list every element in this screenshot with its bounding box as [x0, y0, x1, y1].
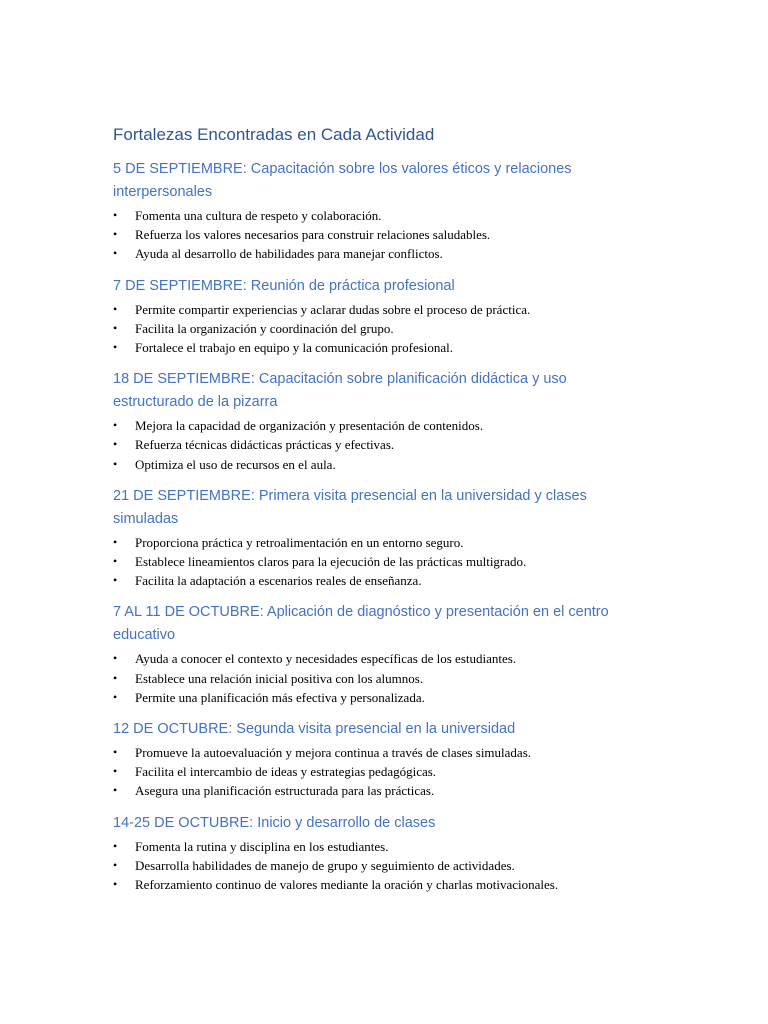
list-item	[113, 244, 728, 263]
bullet-list	[113, 533, 728, 591]
section-12-octubre	[113, 718, 728, 801]
bullet-icon: •	[113, 227, 118, 242]
section-heading: 14-25 DE OCTUBRE: Inicio y desarrollo de clases	[113, 814, 436, 831]
bullet-icon: •	[113, 651, 118, 666]
list-item-text: Facilita la organización y coordinación del grupo.	[135, 320, 394, 336]
list-item-text: Permite compartir experiencias y aclarar dudas sobre el proceso de práctica.	[135, 301, 531, 317]
bullet-icon: •	[113, 573, 118, 588]
list-item-text: Fortalece el trabajo en equipo y la comunicación profesional.	[135, 340, 454, 356]
bullet-icon: •	[113, 418, 118, 433]
list-item-text: Establece lineamientos claros para la ejecución de las prácticas multigrado.	[135, 554, 527, 570]
list-item	[113, 649, 728, 668]
bullet-list	[113, 300, 728, 358]
list-item	[113, 416, 728, 435]
list-item-text: Optimiza el uso de recursos en el aula.	[135, 456, 336, 472]
section-14-25-octubre	[113, 812, 728, 895]
list-item	[113, 875, 728, 894]
list-item	[113, 571, 728, 590]
list-item-text: Facilita la adaptación a escenarios reales de enseñanza.	[135, 573, 422, 589]
section-7-al-11-octubre	[113, 601, 728, 707]
list-item-text: Refuerza técnicas didácticas prácticas y efectivas.	[135, 437, 395, 453]
list-item-text: Asegura una planificación estructurada para las prácticas.	[135, 783, 435, 799]
list-item-text: Ayuda al desarrollo de habilidades para manejar conflictos.	[135, 246, 443, 262]
list-item	[113, 743, 728, 762]
list-item	[113, 533, 728, 552]
list-item-text: Promueve la autoevaluación y mejora continua a través de clases simuladas.	[135, 745, 531, 761]
bullet-icon: •	[113, 670, 118, 685]
bullet-icon: •	[113, 783, 118, 798]
list-item-text: Permite una planificación más efectiva y personalizada.	[135, 689, 425, 705]
list-item	[113, 837, 728, 856]
section-heading: 18 DE SEPTIEMBRE: Capacitación sobre planificación didáctica y uso estructurado de la pizarra	[113, 371, 567, 411]
bullet-icon: •	[113, 689, 118, 704]
section-21-septiembre	[113, 485, 728, 591]
section-7-septiembre	[113, 275, 728, 358]
bullet-list	[113, 649, 728, 707]
bullet-icon: •	[113, 301, 118, 316]
list-item-text: Mejora la capacidad de organización y presentación de contenidos.	[135, 418, 484, 434]
bullet-icon: •	[113, 208, 118, 222]
list-item-text: Desarrolla habilidades de manejo de grupo y seguimiento de actividades.	[135, 857, 515, 873]
bullet-list	[113, 416, 728, 474]
list-item	[113, 206, 728, 225]
list-item-text: Reforzamiento continuo de valores mediante la oración y charlas motivacionales.	[135, 877, 559, 893]
list-item-text: Establece una relación inicial positiva con los alumnos.	[135, 670, 424, 686]
section-heading: 7 AL 11 DE OCTUBRE: Aplicación de diagnóstico y presentación en el centro educativo	[113, 604, 609, 644]
section-heading: 7 DE SEPTIEMBRE: Reunión de práctica profesional	[113, 277, 455, 294]
list-item-text: Ayuda a conocer el contexto y necesidades específicas de los estudiantes.	[135, 651, 517, 667]
list-item-text: Facilita el intercambio de ideas y estrategias pedagógicas.	[135, 764, 437, 780]
page-title: Fortalezas Encontradas en Cada Actividad	[113, 125, 435, 144]
section-heading: 21 DE SEPTIEMBRE: Primera visita presencial en la universidad y clases simuladas	[113, 487, 587, 527]
list-item	[113, 762, 728, 781]
list-item	[113, 319, 728, 338]
list-item	[113, 856, 728, 875]
list-item	[113, 435, 728, 454]
list-item	[113, 781, 728, 800]
bullet-icon: •	[113, 857, 118, 872]
list-item	[113, 552, 728, 571]
bullet-list	[113, 837, 728, 895]
bullet-list	[113, 206, 728, 264]
bullet-icon: •	[113, 877, 118, 892]
bullet-icon: •	[113, 838, 118, 853]
section-18-septiembre	[113, 368, 728, 474]
section-heading: 12 DE OCTUBRE: Segunda visita presencial en la universidad	[113, 721, 516, 738]
bullet-icon: •	[113, 745, 118, 760]
list-item	[113, 338, 728, 357]
section-5-septiembre	[113, 158, 728, 264]
bullet-icon: •	[113, 320, 118, 335]
list-item	[113, 225, 728, 244]
bullet-icon: •	[113, 554, 118, 569]
bullet-list	[113, 743, 728, 801]
list-item-text: Refuerza los valores necesarios para construir relaciones saludables.	[135, 227, 491, 243]
list-item-text: Proporciona práctica y retroalimentación en un entorno seguro.	[135, 534, 464, 550]
bullet-icon: •	[113, 246, 118, 261]
bullet-icon: •	[113, 764, 118, 779]
bullet-icon: •	[113, 437, 118, 452]
list-item	[113, 688, 728, 707]
bullet-icon: •	[113, 456, 118, 471]
list-item	[113, 300, 728, 319]
bullet-icon: •	[113, 534, 118, 549]
bullet-icon: •	[113, 340, 118, 355]
section-heading: 5 DE SEPTIEMBRE: Capacitación sobre los valores éticos y relaciones interpersonales	[113, 161, 572, 200]
list-item-text: Fomenta una cultura de respeto y colaboración.	[135, 208, 382, 223]
list-item	[113, 669, 728, 688]
list-item	[113, 455, 728, 474]
list-item-text: Fomenta la rutina y disciplina en los estudiantes.	[135, 838, 389, 854]
